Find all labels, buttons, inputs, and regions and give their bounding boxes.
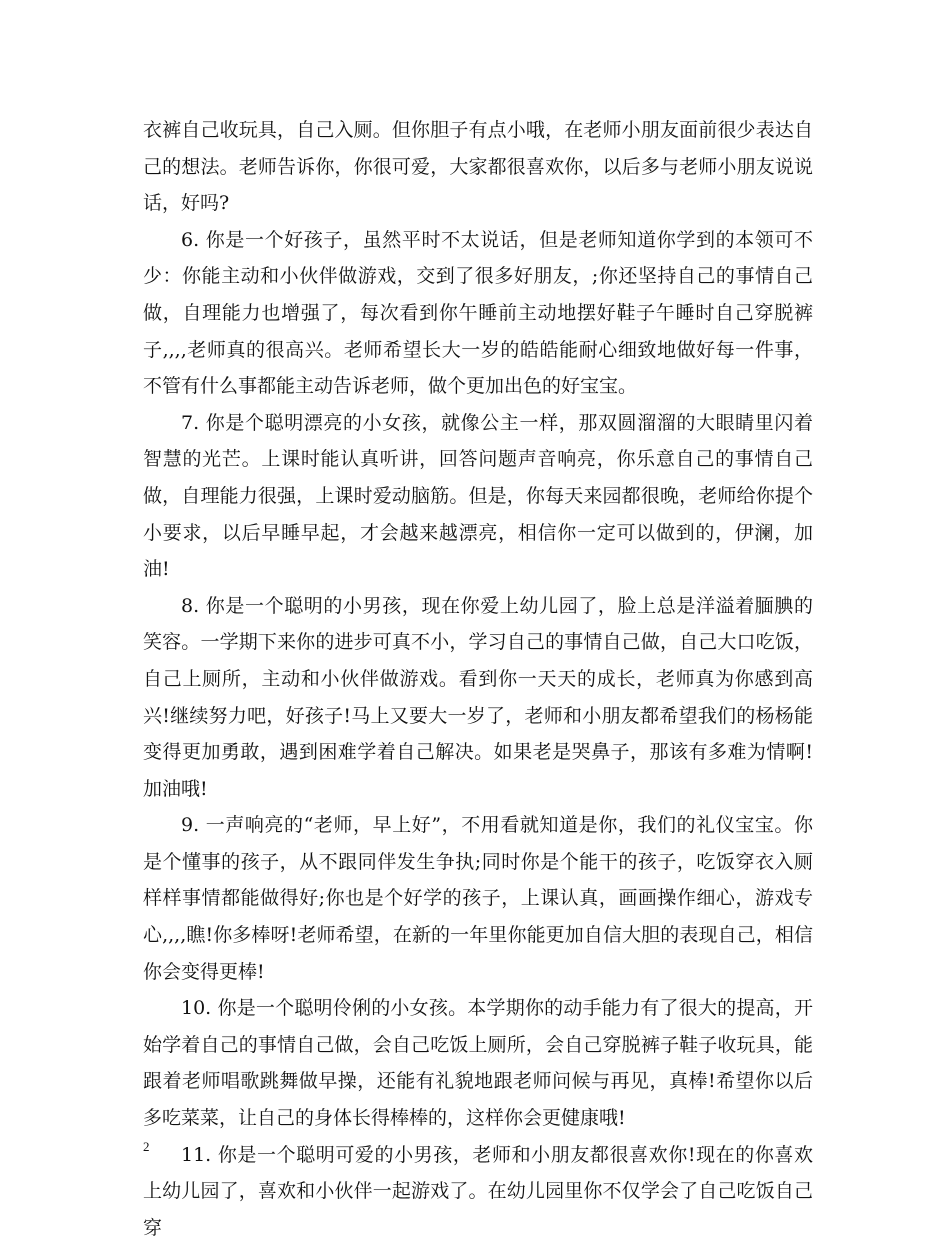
body-text [143,112,813,1246]
paragraph-item-7: 7. 你是个聪明漂亮的小女孩，就像公主一样，那双圆溜溜的大眼睛里闪着智慧的光芒。上课时能认真听讲，回答问题声音响亮，你乐意自己的事情自己做，自理能力很强，上课时爱动脑筋。但是，你每天来园都很晚，老师给你提个小要求，以后早睡早起，才会越来越漂亮，相信你一定可以做到的，伊澜，加油! [143,411,813,581]
page-number: 2 [143,1139,150,1154]
paragraph-item-8: 8. 你是一个聪明的小男孩，现在你爱上幼儿园了，脸上总是洋溢着腼腆的笑容。一学期下来你的进步可真不小，学习自己的事情自己做，自己大口吃饭，自己上厕所，主动和小伙伴做游戏。看到你一天天的成长，老师真为你感到高兴!继续努力吧，好孩子!马上又要大一岁了，老师和小朋友都希望我们的杨杨能变得更加勇敢，遇到困难学着自己解决。如果老是哭鼻子，那该有多难为情啊!加油哦! [143,594,813,800]
paragraph-item-10: 10. 你是一个聪明伶俐的小女孩。本学期你的动手能力有了很大的提高，开始学着自己的事情自己做，会自己吃饭上厕所，会自己穿脱裤子鞋子收玩具，能跟着老师唱歌跳舞做早操，还能有礼貌地跟老师问候与再见，真棒!希望你以后多吃菜菜，让自己的身体长得棒棒的，这样你会更健康哦! [143,997,813,1130]
paragraph-item-9: 9. 一声响亮的“老师，早上好”，不用看就知道是你，我们的礼仪宝宝。你是个懂事的孩子，从不跟同伴发生争执;同时你是个能干的孩子，吃饭穿衣入厕样样事情都能做得好;你也是个好学的孩子，上课认真，画画操作细心，游戏专心,,,,瞧!你多棒呀!老师希望，在新的一年里你能更加自信大胆的表现自己，相信你会变得更棒! [143,814,813,983]
paragraph-item-6: 6. 你是一个好孩子，虽然平时不太说话，但是老师知道你学到的本领可不少：你能主动和小伙伴做游戏，交到了很多好朋友，;你还坚持自己的事情自己做，自理能力也增强了，每次看到你午睡前主动地摆好鞋子午睡时自己穿脱裤子,,,,老师真的很高兴。老师希望长大一岁的皓皓能耐心细致地做好每一件事，不管有什么事都能主动告诉老师，做个更加出色的好宝宝。 [143,228,813,398]
paragraph-continuation: 衣裤自己收玩具，自己入厕。但你胆子有点小哦，在老师小朋友面前很少表达自己的想法。老师告诉你，你很可爱，大家都很喜欢你，以后多与老师小朋友说说话，好吗? [143,119,813,215]
paragraph-item-11: 11. 你是一个聪明可爱的小男孩，老师和小朋友都很喜欢你!现在的你喜欢上幼儿园了，喜欢和小伙伴一起游戏了。在幼儿园里你不仅学会了自己吃饭自己穿 [143,1143,813,1239]
